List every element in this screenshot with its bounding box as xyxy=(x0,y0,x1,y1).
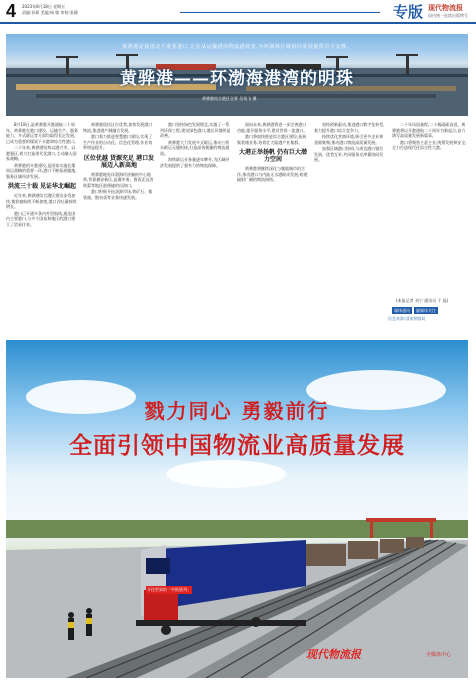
paragraph: 黄骅港地处环渤海经济圈的中心地带,背靠雄安新区,是冀中南、鲁西北及晋陕蒙等地区最便捷的出海口。 xyxy=(83,171,154,188)
freight-train-scene xyxy=(6,340,468,678)
media-tag: 融媒体关注 xyxy=(416,308,436,313)
paragraph: 港口积极开拓货源市场,铁矿石、集装箱、散杂货等业务快速发展。 xyxy=(83,189,153,200)
subheading: 大港正举扬帆 仍有巨大潜力空间 xyxy=(238,149,308,163)
photo-caption: 黄骅港综合港区全景 吴英飞 摄 xyxy=(202,96,257,101)
article-column-4 xyxy=(237,122,309,336)
page-header xyxy=(0,0,476,24)
media-tag: 媒体通讯 xyxy=(394,308,410,313)
paragraph: 港口将聚焦主责主业,统筹发展和安全,全力打造现代化综合性大港。 xyxy=(392,139,467,150)
article-column-5 xyxy=(314,122,386,336)
paragraph: 二十年来,黄骅港坚持以港兴市、以港强区,着力打造现代化港口,主动融入国家战略。 xyxy=(6,145,77,161)
article-column-3 xyxy=(160,122,232,336)
paragraph: 近年来,黄骅港综合港区建设步伐加快,集装箱航线不断加密,港口吞吐量持续增长。 xyxy=(6,193,77,209)
banner-slogan-line2: 全面引领中国物流业高质量发展 xyxy=(69,432,405,459)
paragraph: 坚持创新驱动,推进港口数字化转型,着力提升港口综合竞争力。 xyxy=(314,122,385,133)
page-number: 4 xyxy=(6,1,17,21)
paragraph: 8月18日,是黄骅港开港通航二十周年。黄骅港在港口建设、运输生产、服务能力、多式联运等方面均取得长足发展,已成为重要的煤炭下水港和综合性港口。 xyxy=(6,122,78,144)
newspaper-logo-subtitle: 全媒体中心 xyxy=(426,652,452,658)
article-byline: (本报记者 刘宁 通讯员 于 磊) xyxy=(396,298,449,303)
hero-lead-text: 黄骅港是我国北方重要港口,正在从运输港向物流港转变,为环渤海区域协同发展提供有力支撑。 xyxy=(122,44,352,50)
article-column-6 xyxy=(392,122,468,294)
paragraph: 面向未来,黄骅港将进一步完善港口功能,提升服务水平,建设世界一流港口。 xyxy=(237,122,308,133)
train-nameplate: 开往世界的「中欧班列」 xyxy=(147,587,191,592)
paragraph: 加强区域港口协同,与周边港口错位发展、优势互补,共同服务京津冀协同发展。 xyxy=(314,146,384,162)
paragraph: 黄骅港大力发展多式联运,推动公铁水联运无缝衔接,打造高效便捷的物流通道。 xyxy=(160,139,230,156)
paragraph: 黄骅港的开港建设,是国家实施北煤南运战略的重要一环,港口不断拓展腹地,服务区域经济发展。 xyxy=(6,162,77,179)
paragraph: 港口已开通多条内外贸航线,通达国内主要港口,与多个国家和地区的港口建立了贸易往来。 xyxy=(6,210,76,227)
paragraph: 港口坚持绿色发展理念,实施了一系列环保工程,建设绿色港口,港区环境明显改善。 xyxy=(160,122,231,138)
info-source: 信息来源:国家铁路局 xyxy=(388,316,426,321)
banner-slogan-line1: 戮力同心 勇毅前行 xyxy=(144,399,330,423)
paragraph: 黄骅港依托区位优势,加快发展港口物流,推进港产城融合发展。 xyxy=(83,122,153,133)
paragraph: 持续优化营商环境,吸引更多企业和货源集聚,推动港口物流高质量发展。 xyxy=(314,134,384,145)
masthead-logo: 现代物流报 xyxy=(428,3,463,12)
tag-bar xyxy=(392,307,466,314)
hero-headline: 黄骅港——环渤海港湾的明珠 xyxy=(120,69,354,89)
paragraph: 港口将加快推进综合港区建设,拓展集装箱业务,培育壮大临港产业集群。 xyxy=(237,134,307,145)
subheading: 区位优越 货源充足 港口发展迈入新高地 xyxy=(83,154,155,169)
masthead-subtitle: 国内统一连续出版物号 xyxy=(428,13,468,18)
paragraph: 海铁联运业务量逐年攀升,为区域经济发展提供了强有力的物流保障。 xyxy=(160,157,230,168)
paragraph: 港口着力推进智慧港口建设,实现了生产作业的自动化、信息化管理,作业效率明显提升。 xyxy=(83,134,153,150)
issue-meta xyxy=(22,4,142,16)
paragraph: 二十年风雨兼程,二十载砥砺奋进。黄骅港将以开港通航二十周年为新起点,奋力谱写高质量发展新篇章。 xyxy=(392,122,466,138)
paragraph: 黄骅港将继续深化与腹地城市的合作,推动港口与内陆无水港联动发展,构建辐射广阔的物流网络。 xyxy=(237,166,308,182)
newspaper-logo: 现代物流报 xyxy=(306,648,361,661)
article-body xyxy=(6,118,468,339)
promo-banner xyxy=(6,340,468,678)
issue-date: 2023年8月18日 星期五 xyxy=(22,4,66,9)
edition-label: 专版 xyxy=(393,3,424,21)
article-column-2 xyxy=(83,122,155,336)
subheading: 洪流三十载 见证华北崛起 xyxy=(7,183,77,190)
article-column-1 xyxy=(6,122,78,336)
header-decoration xyxy=(180,8,380,18)
hero-photo xyxy=(6,34,468,116)
issue-editors: 责编:孙莉 美编:杨 敏 审校:张静 xyxy=(22,10,78,15)
